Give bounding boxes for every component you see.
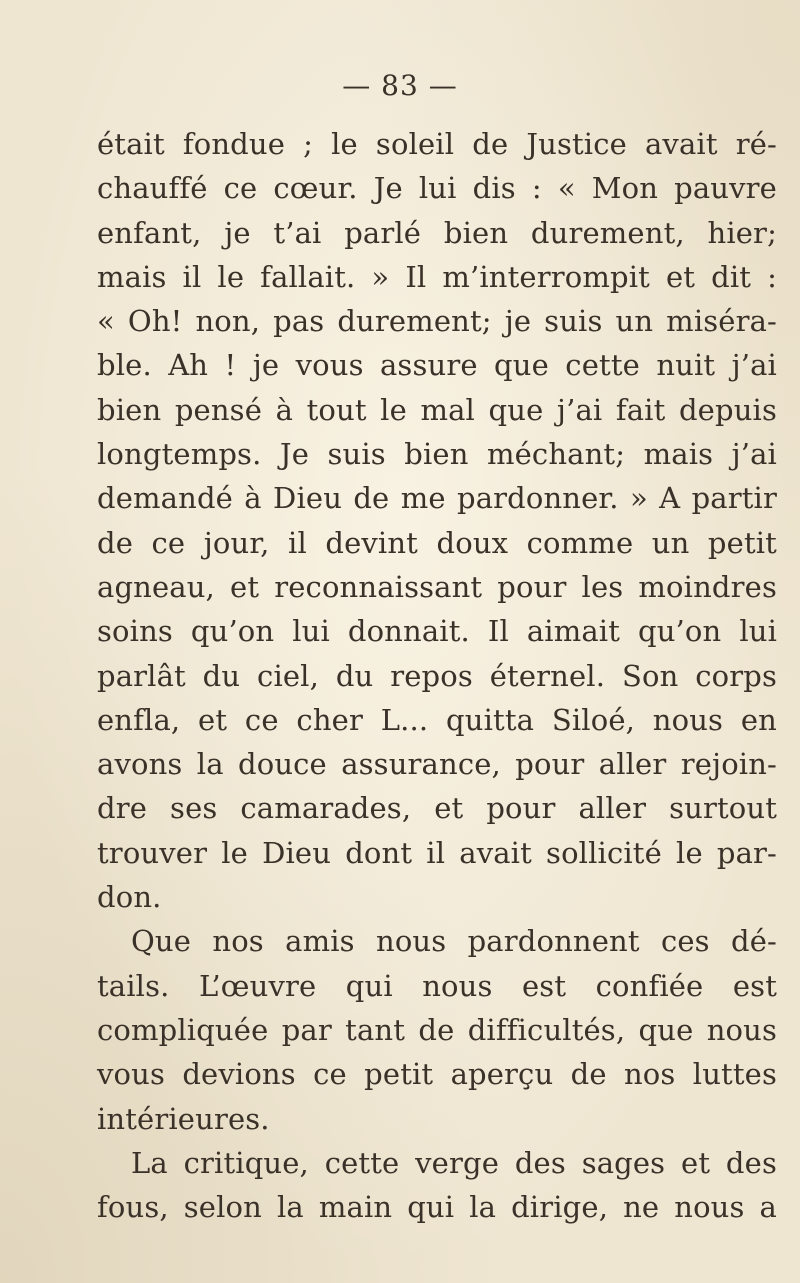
paragraph-end-line: don.	[97, 880, 162, 915]
text-line: mais il le fallait. » Il m’interrompit et dit :	[97, 259, 777, 294]
text-line: tails. L’œuvre qui nous est confiée est	[97, 968, 777, 1003]
text-line: parlât du ciel, du repos éternel. Son corps	[97, 658, 777, 693]
text-line: longtemps. Je suis bien méchant; mais j’ai	[97, 437, 777, 472]
paragraph-start-line: La critique, cette verge des sages et des	[131, 1145, 777, 1180]
text-line: soins qu’on lui donnait. Il aimait qu’on lui	[97, 614, 777, 649]
text-line: avons la douce assurance, pour aller rejoin-	[97, 747, 777, 782]
body-text	[97, 122, 777, 1229]
paragraph-end-line: intérieures.	[97, 1101, 270, 1136]
text-line: enfant, je t’ai parlé bien durement, hier;	[97, 215, 777, 250]
text-line: dre ses camarades, et pour aller surtout	[97, 791, 777, 826]
text-line: ble. Ah ! je vous assure que cette nuit j’ai	[97, 348, 777, 383]
text-line: demandé à Dieu de me pardonner. » A partir	[97, 481, 777, 516]
text-line: de ce jour, il devint doux comme un petit	[97, 525, 777, 560]
page-number: — 83 —	[342, 69, 458, 102]
text-line: fous, selon la main qui la dirige, ne nous a	[97, 1190, 777, 1225]
text-line: agneau, et reconnaissant pour les moindres	[97, 569, 777, 604]
text-line: bien pensé à tout le mal que j’ai fait depuis	[97, 392, 777, 427]
text-line: était fondue ; le soleil de Justice avait ré-	[97, 127, 777, 161]
paragraph-start-line: Que nos amis nous pardonnent ces dé-	[131, 924, 777, 959]
text-line: « Oh! non, pas durement; je suis un miséra-	[97, 304, 777, 339]
text-line: vous devions ce petit aperçu de nos luttes	[97, 1057, 777, 1092]
text-line: compliquée par tant de difficultés, que nous	[97, 1012, 777, 1047]
text-line: chauffé ce cœur. Je lui dis : « Mon pauvre	[97, 171, 777, 206]
text-line: enfla, et ce cher L... quitta Siloé, nous en	[97, 702, 777, 737]
text-line: trouver le Dieu dont il avait sollicité le par-	[97, 835, 777, 870]
